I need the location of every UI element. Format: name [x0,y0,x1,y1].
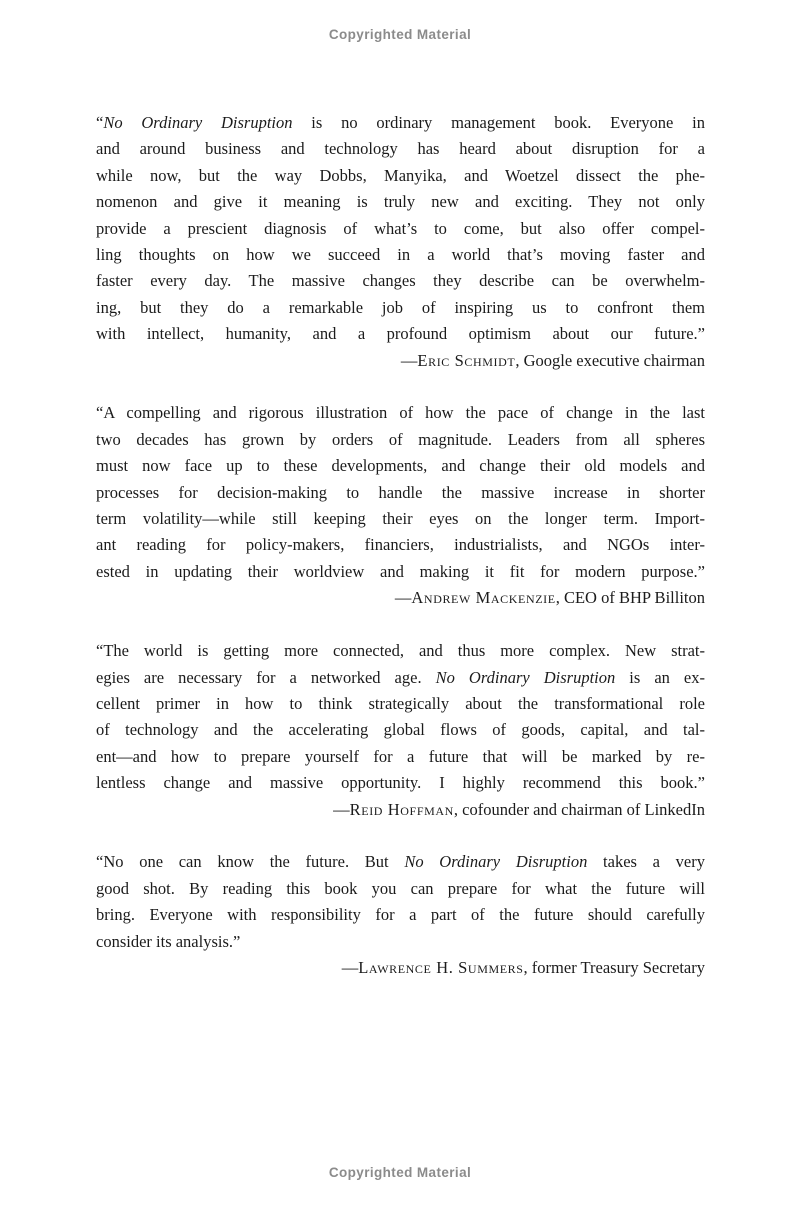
copyright-notice-bottom: Copyrighted Material [328,1165,472,1180]
attribution-line [96,955,705,981]
quote-line [96,876,705,902]
endorser-name: Lawrence H. Summers [358,957,524,977]
quote-text: , CEO of BHP Billiton [555,588,705,608]
quote-line [96,665,705,691]
quote-text: “A compelling and rigorous illustration of how the pace of change in the last [96,403,705,423]
endorser-name: Eric Schmidt [417,350,516,370]
quote-text: term volatility—while still keeping their eyes on the longer term. Import- [96,509,705,529]
book-title-italic: No Ordinary Disruption [103,113,293,132]
endorser-name: Andrew Mackenzie [411,588,556,608]
quote-text: bring. Everyone with responsibility for a part of the future should carefully [96,905,705,925]
quote-line [96,110,705,136]
quote-text: egies are necessary for a networked age. [96,667,436,687]
quote-line [96,400,705,426]
quote-text: , former Treasury Secretary [523,957,705,977]
quote-line [96,929,705,955]
quote-line [96,242,705,268]
quote-text: provide a prescient diagnosis of what’s to come, but also offer compel- [96,218,705,238]
quote-text: — [333,799,350,819]
quote-text: “No one can know the future. But [96,852,405,872]
quote-line [96,770,705,796]
book-title-italic: No Ordinary Disruption [404,852,588,872]
quote-line [96,559,705,585]
quote-text: — [400,350,418,370]
attribution-line [96,797,705,823]
quote-text: processes for decision-making to handle the massive increase in shorter [96,482,705,502]
quote-line [96,189,705,215]
quote-line [96,717,705,743]
quote-text: — [341,957,359,977]
quote-text: nomenon and give it meaning is truly new and exciting. They not only [96,192,705,212]
quote-text: ested in updating their worldview and making it fit for modern purpose.” [96,561,705,581]
quote-text: , cofounder and chairman of LinkedIn [453,799,705,819]
quote-text: while now, but the way Dobbs, Manyika, and Woetzel dissect the phe- [96,165,705,185]
quote-line [96,691,705,717]
quotes-container [96,110,705,981]
quote-text: lentless change and massive opportunity. I highly recommend this book.” [96,773,705,793]
quote-paragraph [96,400,705,611]
quote-paragraph [96,638,705,823]
quote-line [96,136,705,162]
quote-line [96,532,705,558]
quote-text: ling thoughts on how we succeed in a world that’s moving faster and [96,245,705,265]
quote-text: faster every day. The massive changes they describe can be overwhelm- [96,271,705,291]
quote-text: ant reading for policy-makers, financiers, industrialists, and NGOs inter- [96,535,705,555]
quote-line [96,163,705,189]
quote-line [96,295,705,321]
quote-line [96,506,705,532]
quote-text: and around business and technology has heard about disruption for a [96,139,705,159]
quote-line [96,638,705,664]
quote-text: is an ex- [615,667,706,687]
quote-line [96,216,705,242]
quote-line [96,427,705,453]
quote-text: of technology and the accelerating global flows of goods, capital, and tal- [96,720,705,740]
book-title-italic: No Ordinary Disruption [435,667,616,687]
quote-text: with intellect, humanity, and a profound optimism about our future.” [96,324,705,344]
quote-paragraph [96,849,705,981]
quote-text: cellent primer in how to think strategically about the transformational role [96,693,705,713]
endorser-name: Reid Hoffman [349,799,454,819]
quote-text: ing, but they do a remarkable job of inspiring us to confront them [96,297,705,317]
quote-text: , Google executive chairman [515,350,705,370]
quote-line [96,453,705,479]
quote-text: “ [96,113,104,132]
quote-line [96,321,705,347]
quote-line [96,744,705,770]
attribution-line [96,585,705,611]
quote-text: “The world is getting more connected, and thus more complex. New strat- [96,641,705,661]
quote-paragraph [96,110,705,374]
quote-text: must now face up to these developments, and change their old models and [96,456,705,476]
attribution-line [96,348,705,374]
quote-text: good shot. By reading this book you can prepare for what the future will [96,878,705,898]
quote-line [96,268,705,294]
quote-line [96,902,705,928]
quote-text: is no ordinary management book. Everyone in [292,113,705,132]
copyright-notice-top: Copyrighted Material [328,27,472,42]
quote-line [96,480,705,506]
quote-text: ent—and how to prepare yourself for a future that will be marked by re- [96,746,705,766]
quote-text: — [394,588,412,608]
quote-line [96,849,705,875]
quote-text: two decades has grown by orders of magnitude. Leaders from all spheres [96,429,705,449]
quote-text: takes a very [587,852,705,872]
quote-text: consider its analysis.” [96,931,241,951]
